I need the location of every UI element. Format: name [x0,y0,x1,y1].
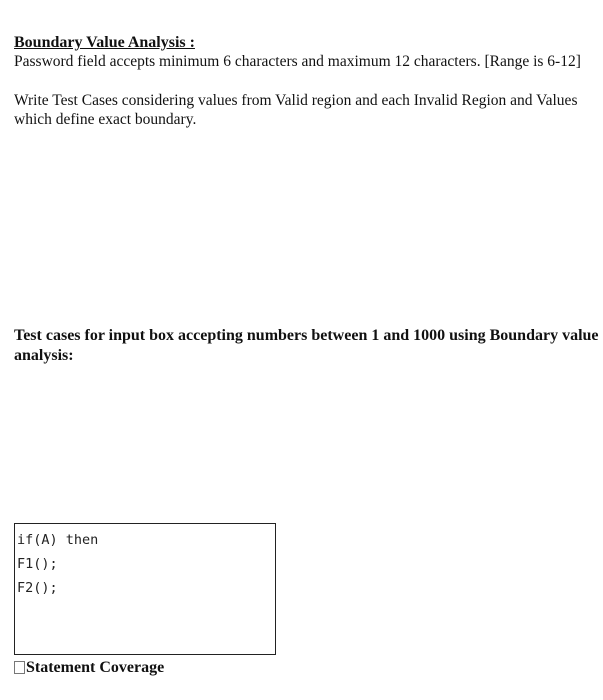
test-cases-heading: Test cases for input box accepting numbers between 1 and 1000 using Boundary value analysis: [14,327,599,364]
code-box [14,523,276,655]
statement-coverage-label: Statement Coverage [26,659,165,676]
bva-instruction-text: Write Test Cases considering values from Valid region and each Invalid Region and Values which define exact boundary. [14,92,578,128]
bva-requirement-text: Password field accepts minimum 6 characters and maximum 12 characters. [Range is 6-12] [14,53,581,70]
code-line-f1: F1(); [17,556,58,572]
bva-heading: Boundary Value Analysis : [14,34,195,51]
code-line-f2: F2(); [17,580,58,596]
checkbox-icon[interactable] [14,661,25,674]
code-line-if: if(A) then [17,532,99,548]
statement-coverage-option[interactable] [14,658,164,677]
